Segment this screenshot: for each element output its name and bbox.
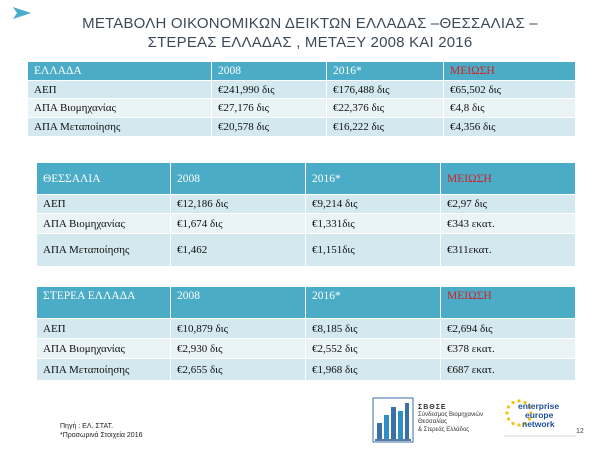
table-row — [37, 319, 576, 339]
year-2008-header: 2008 — [171, 163, 306, 195]
table-header-row — [37, 287, 576, 319]
een-word-network: network — [522, 419, 555, 429]
bullet-arrow-icon — [12, 6, 32, 20]
value-2016: €1,968 δις — [306, 359, 441, 381]
page-number: 12 — [576, 428, 584, 435]
sbose-org-name — [418, 404, 483, 434]
source-line: Πηγή : ΕΛ. ΣΤΑΤ. — [60, 423, 114, 430]
sbose-line-3: & Στερεάς Ελλάδος — [418, 426, 470, 433]
table-row — [28, 99, 576, 118]
value-2008: €1,462 — [171, 234, 306, 267]
een-word-enterprise: enterprise — [518, 401, 560, 411]
decrease-header: ΜΕΙΩΣΗ — [444, 62, 576, 81]
row-label: ΑΠΑ Βιομηχανίας — [37, 214, 171, 234]
value-decrease: €687 εκατ. — [441, 359, 576, 381]
value-2008: €1,674 δις — [171, 214, 306, 234]
greece-table — [27, 61, 576, 137]
value-decrease: €343 εκατ. — [441, 214, 576, 234]
table-row — [37, 359, 576, 381]
value-2016: €2,552 δις — [306, 339, 441, 359]
value-2016: €22,376 δις — [327, 99, 444, 118]
sbose-acronym: ΣΒΘΣΕ — [418, 404, 447, 411]
row-label: ΑΠΑ Μεταποίησης — [28, 118, 212, 137]
value-decrease: €4,8 δις — [444, 99, 576, 118]
thessaly-table — [36, 162, 576, 267]
region-header: ΣΤΕΡΕΑ ΕΛΛΑΔΑ — [37, 287, 171, 319]
table-row — [37, 195, 576, 214]
value-2008: €2,655 δις — [171, 359, 306, 381]
enterprise-europe-network-logo-icon — [500, 396, 580, 442]
value-2016: €1,331δις — [306, 214, 441, 234]
value-2008: €27,176 δις — [212, 99, 327, 118]
year-2016-header: 2016* — [306, 163, 441, 195]
value-2016: €9,214 δις — [306, 195, 441, 214]
provisional-note: *Προσωρινά Στοιχεία 2016 — [60, 432, 143, 439]
value-2008: €10,879 δις — [171, 319, 306, 339]
decrease-header: ΜΕΙΩΣΗ — [441, 287, 576, 319]
row-label: ΑΠΑ Μεταποίησης — [37, 359, 171, 381]
sbose-line-2: Θεσσαλίας — [418, 419, 447, 425]
table-row — [37, 339, 576, 359]
value-2016: €16,222 δις — [327, 118, 444, 137]
title-line-2: ΣΤΕΡΕΑΣ ΕΛΛΑΔΑΣ , ΜΕΤΑΞΥ 2008 ΚΑΙ 2016 — [147, 34, 473, 51]
table-row — [37, 234, 576, 267]
region-header: ΕΛΛΑΔΑ — [28, 62, 212, 81]
table-header-row — [37, 163, 576, 195]
table-row — [28, 118, 576, 137]
value-decrease: €4,356 δις — [444, 118, 576, 137]
table-header-row — [28, 62, 576, 81]
value-2008: €20,578 δις — [212, 118, 327, 137]
row-label: ΑΕΠ — [37, 319, 171, 339]
slide-title — [40, 14, 580, 52]
row-label: ΑΠΑ Βιομηχανίας — [37, 339, 171, 359]
year-2016-header: 2016* — [327, 62, 444, 81]
source-note — [60, 422, 143, 440]
value-2008: €2,930 δις — [171, 339, 306, 359]
row-label: ΑΠΑ Μεταποίησης — [37, 234, 171, 267]
region-header: ΘΕΣΣΑΛΙΑ — [37, 163, 171, 195]
decrease-header: ΜΕΙΩΣΗ — [441, 163, 576, 195]
value-2016: €1,151δις — [306, 234, 441, 267]
value-decrease: €2,694 δις — [441, 319, 576, 339]
value-2008: €241,990 δις — [212, 81, 327, 99]
sbose-logo-icon — [372, 397, 414, 443]
value-2008: €12,186 δις — [171, 195, 306, 214]
value-2016: €8,185 δις — [306, 319, 441, 339]
sbose-line-1: Σύνδεσμος Βιομηχανιών — [418, 411, 484, 418]
title-line-1: ΜΕΤΑΒΟΛΗ ΟΙΚΟΝΟΜΙΚΩΝ ΔΕΙΚΤΩΝ ΕΛΛΑΔΑΣ –ΘΕΣΣΑΛΙΑΣ – — [82, 15, 538, 32]
row-label: ΑΕΠ — [28, 81, 212, 99]
row-label: ΑΕΠ — [37, 195, 171, 214]
table-row — [37, 214, 576, 234]
central-greece-table — [36, 286, 576, 381]
value-decrease: €65,502 δις — [444, 81, 576, 99]
een-word-europe: europe — [525, 410, 554, 420]
year-2008-header: 2008 — [171, 287, 306, 319]
value-decrease: €378 εκατ. — [441, 339, 576, 359]
table-row — [28, 81, 576, 99]
value-2016: €176,488 δις — [327, 81, 444, 99]
year-2008-header: 2008 — [212, 62, 327, 81]
value-decrease: €2,97 δις — [441, 195, 576, 214]
year-2016-header: 2016* — [306, 287, 441, 319]
value-decrease: €311εκατ. — [441, 234, 576, 267]
row-label: ΑΠΑ Βιομηχανίας — [28, 99, 212, 118]
